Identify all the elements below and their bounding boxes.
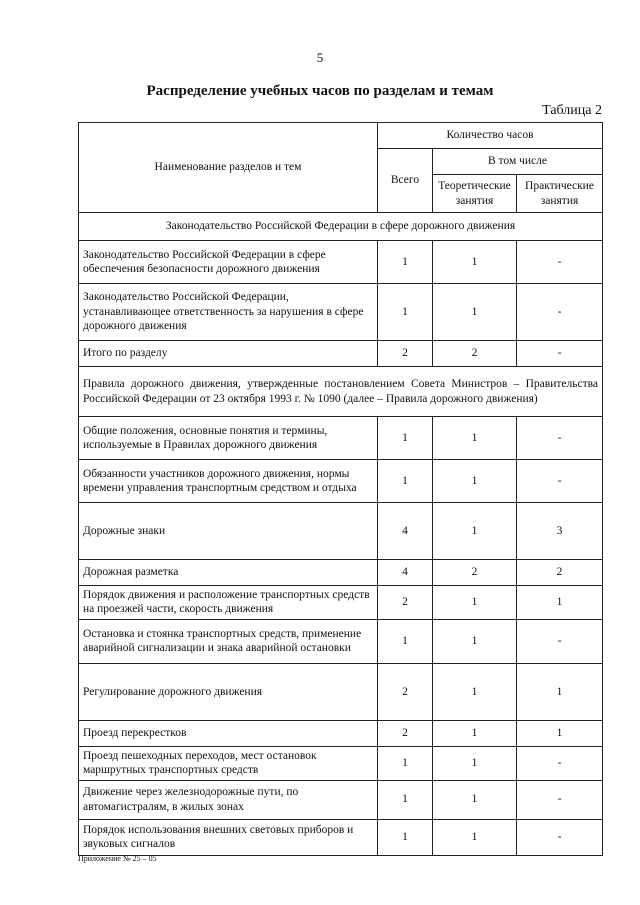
total-hours: 4 <box>378 560 433 586</box>
theory-hours: 1 <box>433 619 517 663</box>
practice-hours: - <box>517 284 603 341</box>
practice-hours: 1 <box>517 720 603 746</box>
table-row <box>79 341 603 367</box>
topic-name: Обязанности участников дорожного движения, нормы времени управления транспортным средством и отдыха <box>79 460 378 503</box>
practice-hours: - <box>517 819 603 855</box>
table-row <box>79 241 603 284</box>
theory-hours: 1 <box>433 819 517 855</box>
practice-hours: - <box>517 780 603 819</box>
practice-hours: 3 <box>517 503 603 560</box>
total-hours: 1 <box>378 619 433 663</box>
practice-hours: - <box>517 619 603 663</box>
footer-note: Приложение № 25 – 05 <box>78 854 157 863</box>
topic-name: Законодательство Российской Федерации в сфере обеспечения безопасности дорожного движения <box>79 241 378 284</box>
header-name-column: Наименование разделов и тем <box>79 123 378 213</box>
table-row <box>79 619 603 663</box>
total-hours: 2 <box>378 663 433 720</box>
practice-hours: 1 <box>517 663 603 720</box>
table-row <box>79 780 603 819</box>
theory-hours: 1 <box>433 780 517 819</box>
table-row <box>79 746 603 780</box>
practice-hours: - <box>517 746 603 780</box>
total-hours: 1 <box>378 417 433 460</box>
table-row <box>79 417 603 460</box>
total-hours: 1 <box>378 819 433 855</box>
header-theory: Теоретические занятия <box>433 175 517 213</box>
theory-hours: 1 <box>433 586 517 620</box>
topic-name: Движение через железнодорожные пути, по автомагистралям, в жилых зонах <box>79 780 378 819</box>
practice-hours: - <box>517 460 603 503</box>
practice-hours: - <box>517 241 603 284</box>
theory-hours: 1 <box>433 284 517 341</box>
topic-name: Дорожные знаки <box>79 503 378 560</box>
topic-name: Проезд пешеходных переходов, мест остановок маршрутных транспортных средств <box>79 746 378 780</box>
table-body <box>79 213 603 856</box>
theory-hours: 2 <box>433 341 517 367</box>
header-hours: Количество часов <box>378 123 603 149</box>
section-row <box>79 367 603 417</box>
theory-hours: 1 <box>433 746 517 780</box>
topic-name: Порядок использования внешних световых приборов и звуковых сигналов <box>79 819 378 855</box>
table-row <box>79 819 603 855</box>
theory-hours: 1 <box>433 241 517 284</box>
section-title: Законодательство Российской Федерации в сфере дорожного движения <box>79 213 603 241</box>
total-hours: 1 <box>378 780 433 819</box>
topic-name: Дорожная разметка <box>79 560 378 586</box>
practice-hours: - <box>517 341 603 367</box>
table-row <box>79 663 603 720</box>
topic-name: Регулирование дорожного движения <box>79 663 378 720</box>
table-row <box>79 284 603 341</box>
practice-hours: 2 <box>517 560 603 586</box>
table-row <box>79 460 603 503</box>
topic-name: Законодательство Российской Федерации, устанавливающее ответственность за нарушения в сфере дорожного движения <box>79 284 378 341</box>
theory-hours: 1 <box>433 417 517 460</box>
theory-hours: 2 <box>433 560 517 586</box>
table-row <box>79 720 603 746</box>
topic-name: Итого по разделу <box>79 341 378 367</box>
header-total: Всего <box>378 149 433 213</box>
practice-hours: - <box>517 417 603 460</box>
table-row <box>79 560 603 586</box>
total-hours: 2 <box>378 586 433 620</box>
page-title: Распределение учебных часов по разделам и темам <box>146 83 494 99</box>
page-number: 5 <box>316 50 324 65</box>
total-hours: 2 <box>378 341 433 367</box>
topic-name: Общие положения, основные понятия и термины, используемые в Правилах дорожного движения <box>79 417 378 460</box>
header-practice: Практические занятия <box>517 175 603 213</box>
theory-hours: 1 <box>433 460 517 503</box>
practice-hours: 1 <box>517 586 603 620</box>
total-hours: 2 <box>378 720 433 746</box>
section-title: Правила дорожного движения, утвержденные постановлением Совета Министров – Правительства Российской Федерации от 23 октября 1993 г. № 1090 (далее – Правила дорожного движения) <box>79 367 603 417</box>
topic-name: Проезд перекрестков <box>79 720 378 746</box>
total-hours: 1 <box>378 746 433 780</box>
table-row <box>79 503 603 560</box>
total-hours: 1 <box>378 284 433 341</box>
theory-hours: 1 <box>433 720 517 746</box>
total-hours: 1 <box>378 241 433 284</box>
theory-hours: 1 <box>433 663 517 720</box>
total-hours: 1 <box>378 460 433 503</box>
total-hours: 4 <box>378 503 433 560</box>
topic-name: Остановка и стоянка транспортных средств, применение аварийной сигнализации и знака аварийной остановки <box>79 619 378 663</box>
hours-table <box>78 122 603 856</box>
table-label: Таблица 2 <box>542 103 602 118</box>
header-including: В том числе <box>433 149 603 175</box>
theory-hours: 1 <box>433 503 517 560</box>
section-row <box>79 213 603 241</box>
table-row <box>79 586 603 620</box>
topic-name: Порядок движения и расположение транспортных средств на проезжей части, скорость движения <box>79 586 378 620</box>
